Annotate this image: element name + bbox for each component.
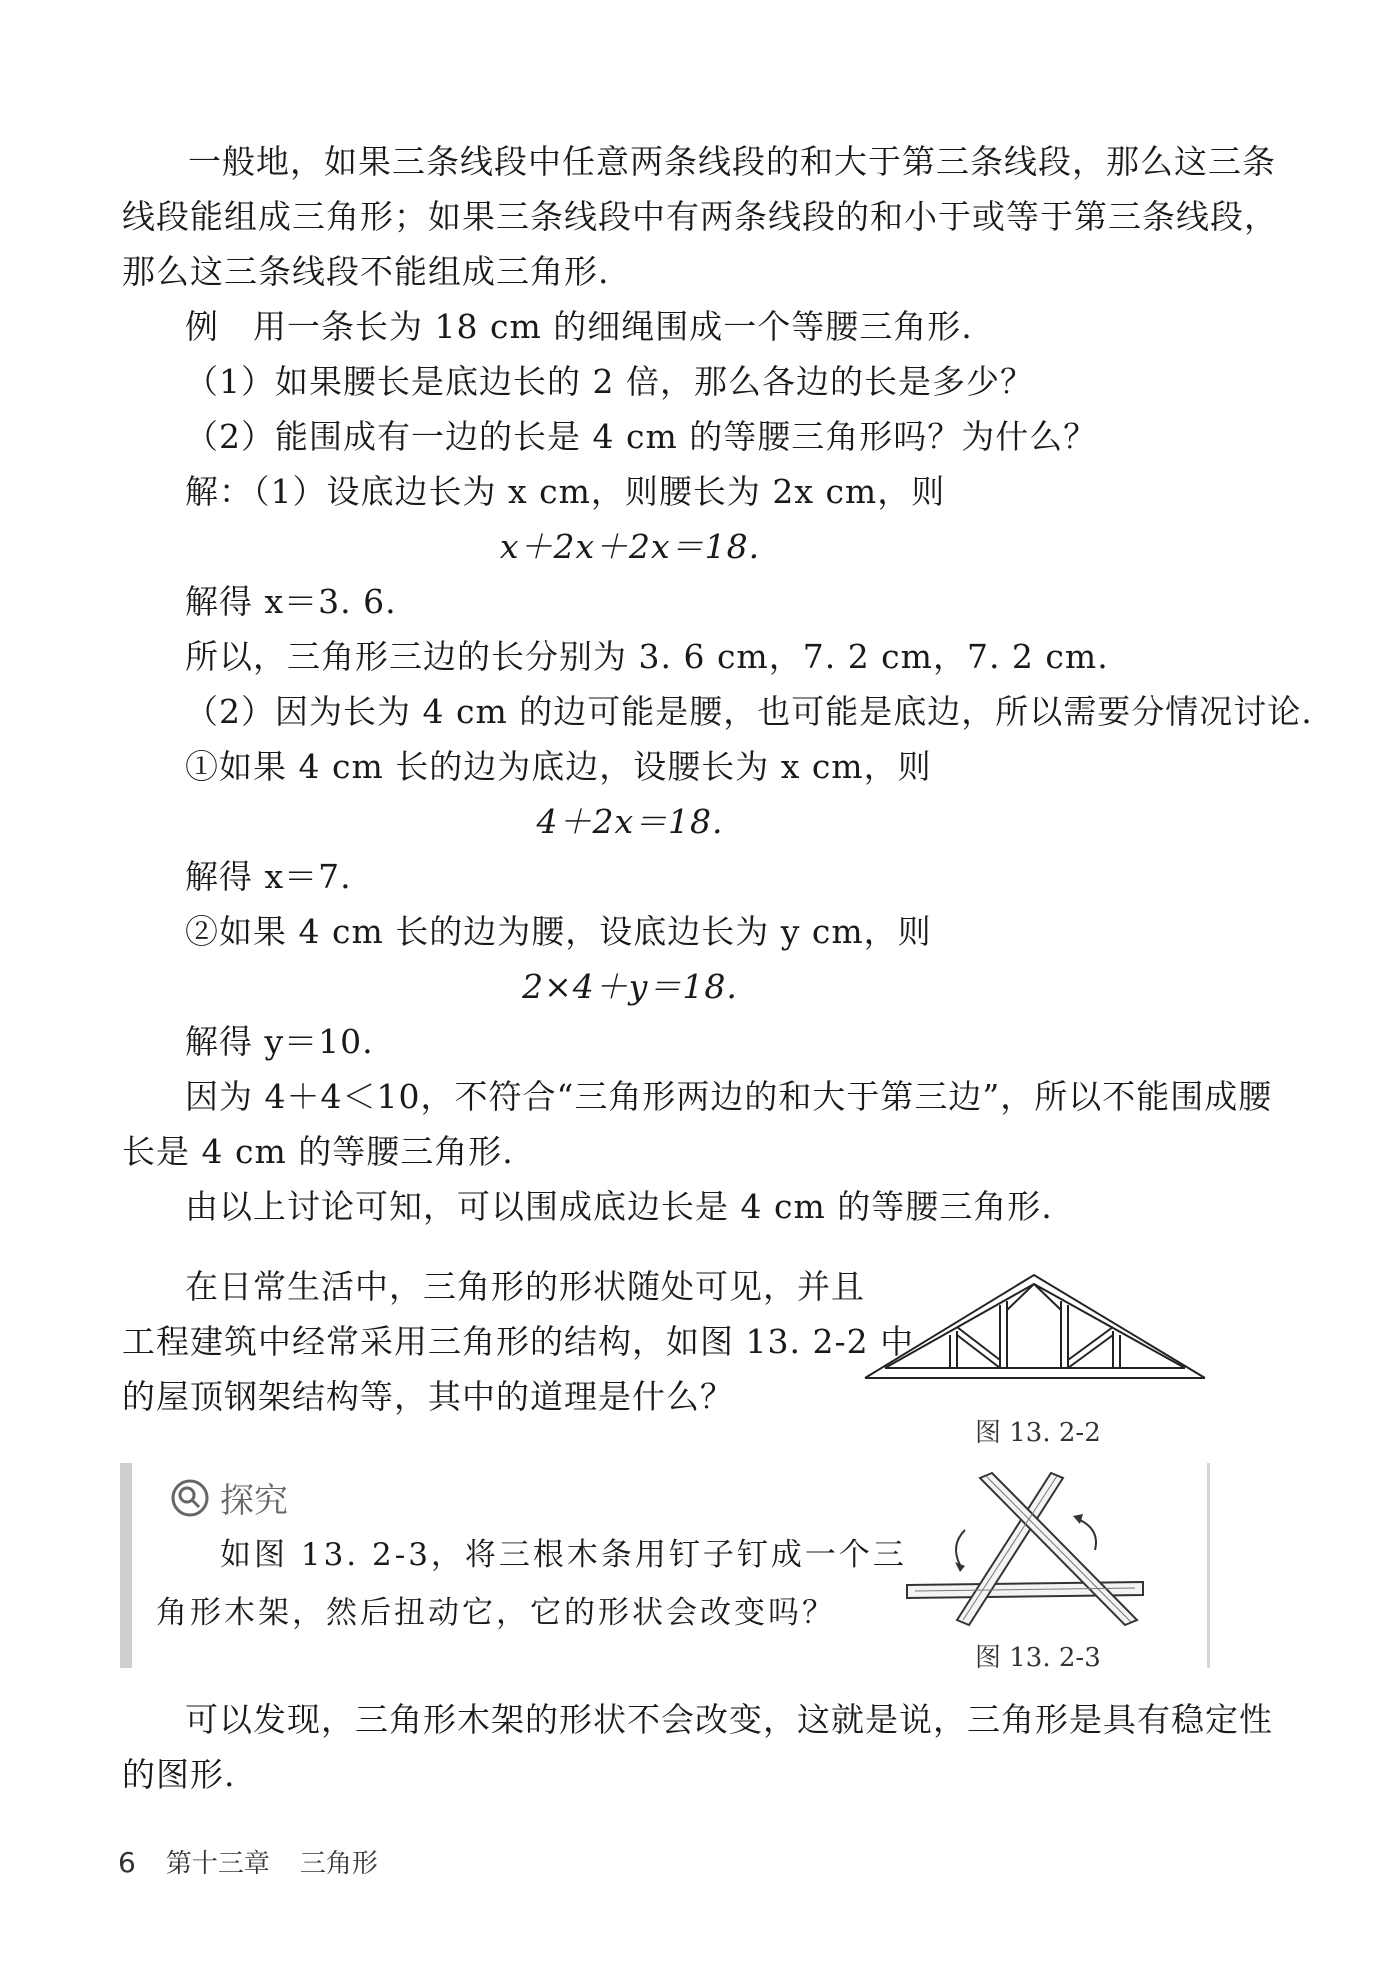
solution-1-result: 解得 x＝3. 6. xyxy=(185,582,397,621)
page-footer xyxy=(118,1843,378,1880)
final-conclusion: 由以上讨论可知，可以围成底边长是 4 cm 的等腰三角形. xyxy=(185,1187,1053,1226)
example-question-1: （1）如果腰长是底边长的 2 倍，那么各边的长是多少？ xyxy=(185,362,1034,401)
case-1-intro: ①如果 4 cm 长的边为底边，设腰长为 x cm，则 xyxy=(185,747,932,786)
intro-line-2: 线段能组成三角形；如果三条线段中有两条线段的和小于或等于第三条线段， xyxy=(122,197,1278,236)
conclusion-line-2: 的图形. xyxy=(122,1755,236,1794)
chapter-label: 第十三章 xyxy=(165,1849,270,1879)
life-line-2: 工程建筑中经常采用三角形的结构，如图 13. 2-2 中 xyxy=(122,1322,915,1361)
solution-intro: 解：（1）设底边长为 x cm，则腰长为 2x cm，则 xyxy=(185,472,946,511)
roof-truss-figure xyxy=(860,1265,1210,1385)
case-1-result: 解得 x＝7. xyxy=(185,857,352,896)
magnifier-icon xyxy=(170,1478,210,1518)
frame-figure-caption: 图 13. 2-3 xyxy=(975,1643,1101,1673)
life-line-3: 的屋顶钢架结构等，其中的道理是什么？ xyxy=(122,1377,734,1416)
life-line-1: 在日常生活中，三角形的形状随处可见，并且 xyxy=(185,1267,865,1306)
roof-figure-caption: 图 13. 2-2 xyxy=(975,1418,1101,1448)
solution-2-intro: （2）因为长为 4 cm 的边可能是腰，也可能是底边，所以需要分情况讨论. xyxy=(185,692,1313,731)
intro-line-1: 一般地，如果三条线段中任意两条线段的和大于第三条线段，那么这三条 xyxy=(188,142,1276,181)
equation-2: 4＋2x＝18. xyxy=(536,802,724,841)
conclusion-line-1: 可以发现，三角形木架的形状不会改变，这就是说，三角形是具有稳定性 xyxy=(185,1700,1273,1739)
reasoning-line-1: 因为 4＋4＜10，不符合“三角形两边的和大于第三边”，所以不能围成腰 xyxy=(185,1077,1273,1116)
explore-right-bar xyxy=(1207,1463,1210,1668)
intro-line-3: 那么这三条线段不能组成三角形. xyxy=(122,252,610,291)
explore-left-bar xyxy=(120,1463,132,1668)
explore-text-line-2: 角形木架，然后扭动它，它的形状会改变吗？ xyxy=(156,1595,836,1631)
reasoning-line-2: 长是 4 cm 的等腰三角形. xyxy=(122,1132,514,1171)
solution-1-sides: 所以，三角形三边的长分别为 3. 6 cm，7. 2 cm，7. 2 cm. xyxy=(185,637,1109,676)
example-question-2: （2）能围成有一边的长是 4 cm 的等腰三角形吗？为什么？ xyxy=(185,417,1098,456)
wooden-frame-figure xyxy=(905,1470,1145,1630)
case-2-result: 解得 y＝10. xyxy=(185,1022,374,1061)
equation-1: x＋2x＋2x＝18. xyxy=(499,527,761,566)
example-statement: 例 用一条长为 18 cm 的细绳围成一个等腰三角形. xyxy=(185,307,973,346)
chapter-title: 三角形 xyxy=(299,1849,378,1879)
explore-title: 探究 xyxy=(220,1481,288,1521)
page-number: 6 xyxy=(118,1846,136,1879)
explore-text-line-1: 如图 13. 2-3，将三根木条用钉子钉成一个三 xyxy=(220,1537,907,1573)
case-2-intro: ②如果 4 cm 长的边为腰，设底边长为 y cm，则 xyxy=(185,912,932,951)
equation-3: 2×4＋y＝18. xyxy=(522,967,738,1006)
explore-heading xyxy=(170,1473,288,1522)
